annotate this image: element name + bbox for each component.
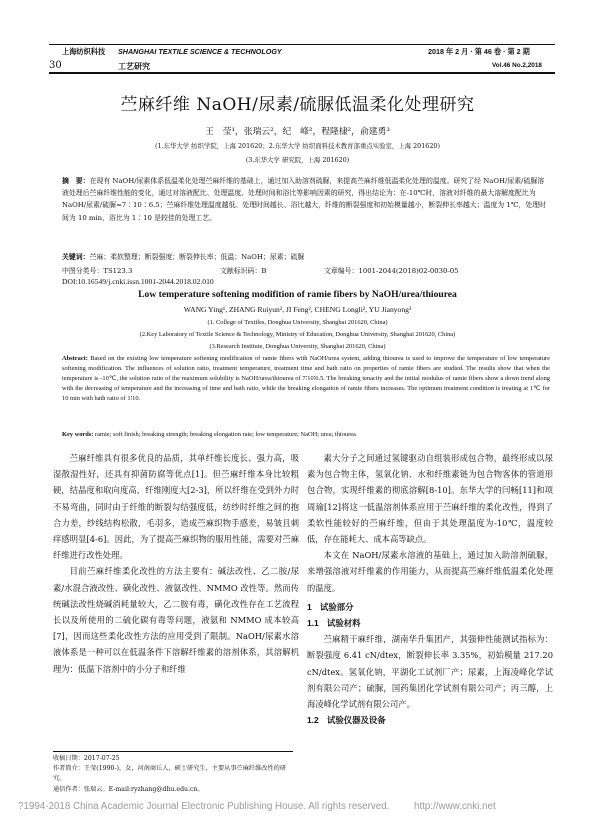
header-bottom-rule [49, 72, 555, 74]
document-code: 文献标识码：B [220, 267, 267, 275]
keywords-cn [62, 251, 550, 261]
paper-title-en: Low temperature softening modifition of ramie fibers by NaOH/urea/thiourea [138, 289, 457, 300]
keywords-cn-body: 苎麻；柔软整理；断裂强度；断裂伸长率；低温；NaOH；尿素；硫脲 [89, 253, 305, 261]
body-right-column [307, 450, 553, 728]
keywords-en-label: Key words: [62, 431, 94, 438]
footer-url[interactable]: http://www.cnki.net [414, 801, 496, 812]
paper-title-cn: 苎麻纤维 NaOH/尿素/硫脲低温柔化处理研究 [120, 95, 475, 115]
keywords-cn-label: 关键词： [62, 253, 90, 261]
clc-number: 中图分类号：TS123.3 [62, 267, 133, 275]
abstract-cn [62, 175, 550, 224]
abstract-cn-body: 在现有 NaOH/尿素体系低温柔化处理苎麻纤维的基础上，通过加入助溶剂硫脲，来提高苎麻纤维低温柔化处理的温度。研究了经 NaOH/尿素/硫脲溶液处理后苎麻纤维性能的变化，通过对溶液配比、处理温度、处理时间和浴比等影响因素的研究，得出结论为：在-10℃时，溶液对纤维的最大溶解度配比为 NaOH/尿素/硫脲=7∶10∶6.5；苎麻纤维处理温度越低、处理时间越长、浴比越大，纤维的断裂强度和初始模量越小，断裂伸长率越大；温度为 1℃，处理时间为 10 min，浴比为 1∶10 是较佳的处理工艺。 [62, 177, 547, 222]
affiliation-en-3: (3.Research Institute, Donghua University, Shanghai 201620, China) [209, 343, 386, 350]
journal-name-en: SHANGHAI TEXTILE SCIENCE & TECHNOLOGY [118, 47, 282, 56]
footnote-rule [53, 751, 293, 752]
body-left-column [53, 450, 299, 677]
abstract-cn-label: 摘 要： [62, 177, 90, 185]
affiliation-cn-1: (1.东华大学 纺织学院，上海 201620；2.东华大学 纺织面料技术教育部重点实验室，上海 201620) [155, 142, 440, 150]
journal-name-cn: 上海纺织科技 [62, 47, 106, 56]
footnote-correspondence: 通信作者：张瑞云。E-mail:ryzhang@dhu.edu.cn。 [53, 785, 204, 793]
footnote-author-bio: 作者简介：王莹(1990-)，女，河南商丘人，硕士研究生，主要从事苎麻纤维改性的研究。 [53, 765, 287, 783]
issue-info-cn: 2018 年 2 月 · 第 46 卷 · 第 2 期 [428, 47, 530, 56]
footnote-received: 收稿日期：2017-07-25 [53, 755, 120, 762]
keywords-en-body: ramie; soft finish; breaking strength; breaking elongation rate; low temperature; NaOH; urea; thiourea [95, 431, 356, 438]
authors-cn: 王 莹¹，张瑞云²，纪 峰²，程隆棣²，俞建勇³ [205, 127, 390, 137]
section-heading-1: 1 试验部分 [307, 601, 354, 612]
intro-paragraph-2: 目前苎麻纤维柔化改性的方法主要有：碱法改性、乙二胺/尿素/水混合液改性、磺化改性、液氨改性、NMMO 改性等。然而传统碱法改性烧碱消耗量较大，乙二胺有毒，磺化改性存在工艺流程长以及所使用的二硫化碳有毒等问题，液氨和 NMMO 成本较高[7]，因而这些柔化改性方法的应用受到了限制。NaOH/尿素水溶液体系是一种可以在低温条件下溶解纤维素的溶剂体系，其溶解机理为：低温下溶剂中的小分子和纤维 [53, 566, 299, 674]
doi: DOI:10.16549/j.cnki.issn.1001-2044.2018.02.010 [62, 277, 214, 286]
issue-info-en: Vol.46 No.2,2018 [492, 62, 542, 69]
intro-paragraph-3: 素大分子之间通过氢键驱动自组装形成包合物，最终形成以尿素为包合物主体，氢氧化钠、水和纤维素链为包合物客体的管道形包合物，实现纤维素的彻底溶解[8-10]。东华大学的闫畅[11]和项周瑜[12]将这一低温溶剂体系应用于苎麻纤维的柔化改性，得到了柔软性能较好的苎麻纤维，但由于其处理温度为-10℃，温度较低，存在能耗大、成本高等缺点。 [307, 453, 553, 545]
abstract-en-body: Based on the existing low temperature softening modification of ramie fibers with NaOH/urea system, adding thiourea is used to improve the temperature of low temperature softening modification. The influences of solution ratio, treatment temperature, treatment time and bath ratio on properties of ramie fibers are studied. The results show that when the temperature is -10℃, the solution ratio of the maximum solubility is NaOH/urea/thiourea of 7∶10∶6.5. The breaking tenacity and the initial modulus of ramie fibers show a down trend along with the decreasing of temperature and the increasing of time and bath ratio, while the breaking elongation of ramie fibers increases. The optimum treatment condition is treating at 1℃ for 10 min with bath ratio of 1∶10. [62, 355, 550, 402]
abstract-en [62, 354, 550, 404]
keywords-en [62, 430, 550, 440]
header-top-rule [49, 44, 555, 45]
intro-paragraph-1: 苎麻纤维具有很多优良的品质，其单纤维长度长、强力高，吸湿散湿性好，还具有抑菌防腐等优点[1]。但苎麻纤维本身比较粗硬，结晶度和取向度高，纤维刚度大[2-3]，所以纤维在受到外力时不易弯曲，同时由于纤维的断裂勾结强度低，纺纱时纤维之间的抱合力差，纱线结构松散，毛羽多，造成苎麻织物手感差，易皱且刺痒感明显[4-6]。因此，为了提高苎麻织物的服用性能，需要对苎麻纤维进行改性处理。 [53, 453, 299, 561]
affiliation-en-1: (1. College of Textiles, Donghua University, Shanghai 201620, China) [207, 319, 388, 326]
section-label: 工艺研究 [118, 62, 150, 71]
footer-copyright: ?1994-2018 China Academic Journal Electronic Publishing House. All rights reserved. [18, 801, 390, 812]
intro-paragraph-4: 本文在 NaOH/尿素水溶液的基础上，通过加入助溶剂硫脲，来增强溶液对纤维素的作用能力，从而提高苎麻纤维低温柔化处理的温度。 [307, 550, 553, 593]
section-heading-1-2: 1.2 试验仪器及设备 [307, 715, 386, 726]
article-number: 文章编号：1001-2044(2018)02-0030-05 [324, 267, 459, 275]
section-heading-1-1: 1.1 试验材料 [307, 618, 361, 629]
abstract-en-label: Abstract: [62, 355, 88, 362]
authors-en: WANG Ying¹, ZHANG Ruiyun², JI Feng², CHENG Longli², YU Jianyong³ [183, 305, 412, 314]
affiliation-en-2: (2.Key Laboratory of Textile Science & Technology, Ministry of Education, Donghua University, Shanghai 201620, China) [139, 331, 456, 338]
footnote [53, 754, 297, 795]
affiliation-cn-2: (3.东华大学 研究院，上海 201620) [245, 156, 350, 164]
page-number: 30 [49, 60, 62, 71]
materials-paragraph: 苎麻精干麻纤维，湖南华升集团产，其强伸性能测试指标为：断裂强度 6.41 cN/dtex，断裂伸长率 3.35%，初始模量 217.20 cN/dtex。氢氧化钠，平湖化工试剂厂产；尿素，上海凌峰化学试剂有限公司产；硫脲，国药集团化学试剂有限公司产；丙三醇，上海凌峰化学试剂有限公司产。 [307, 634, 553, 710]
